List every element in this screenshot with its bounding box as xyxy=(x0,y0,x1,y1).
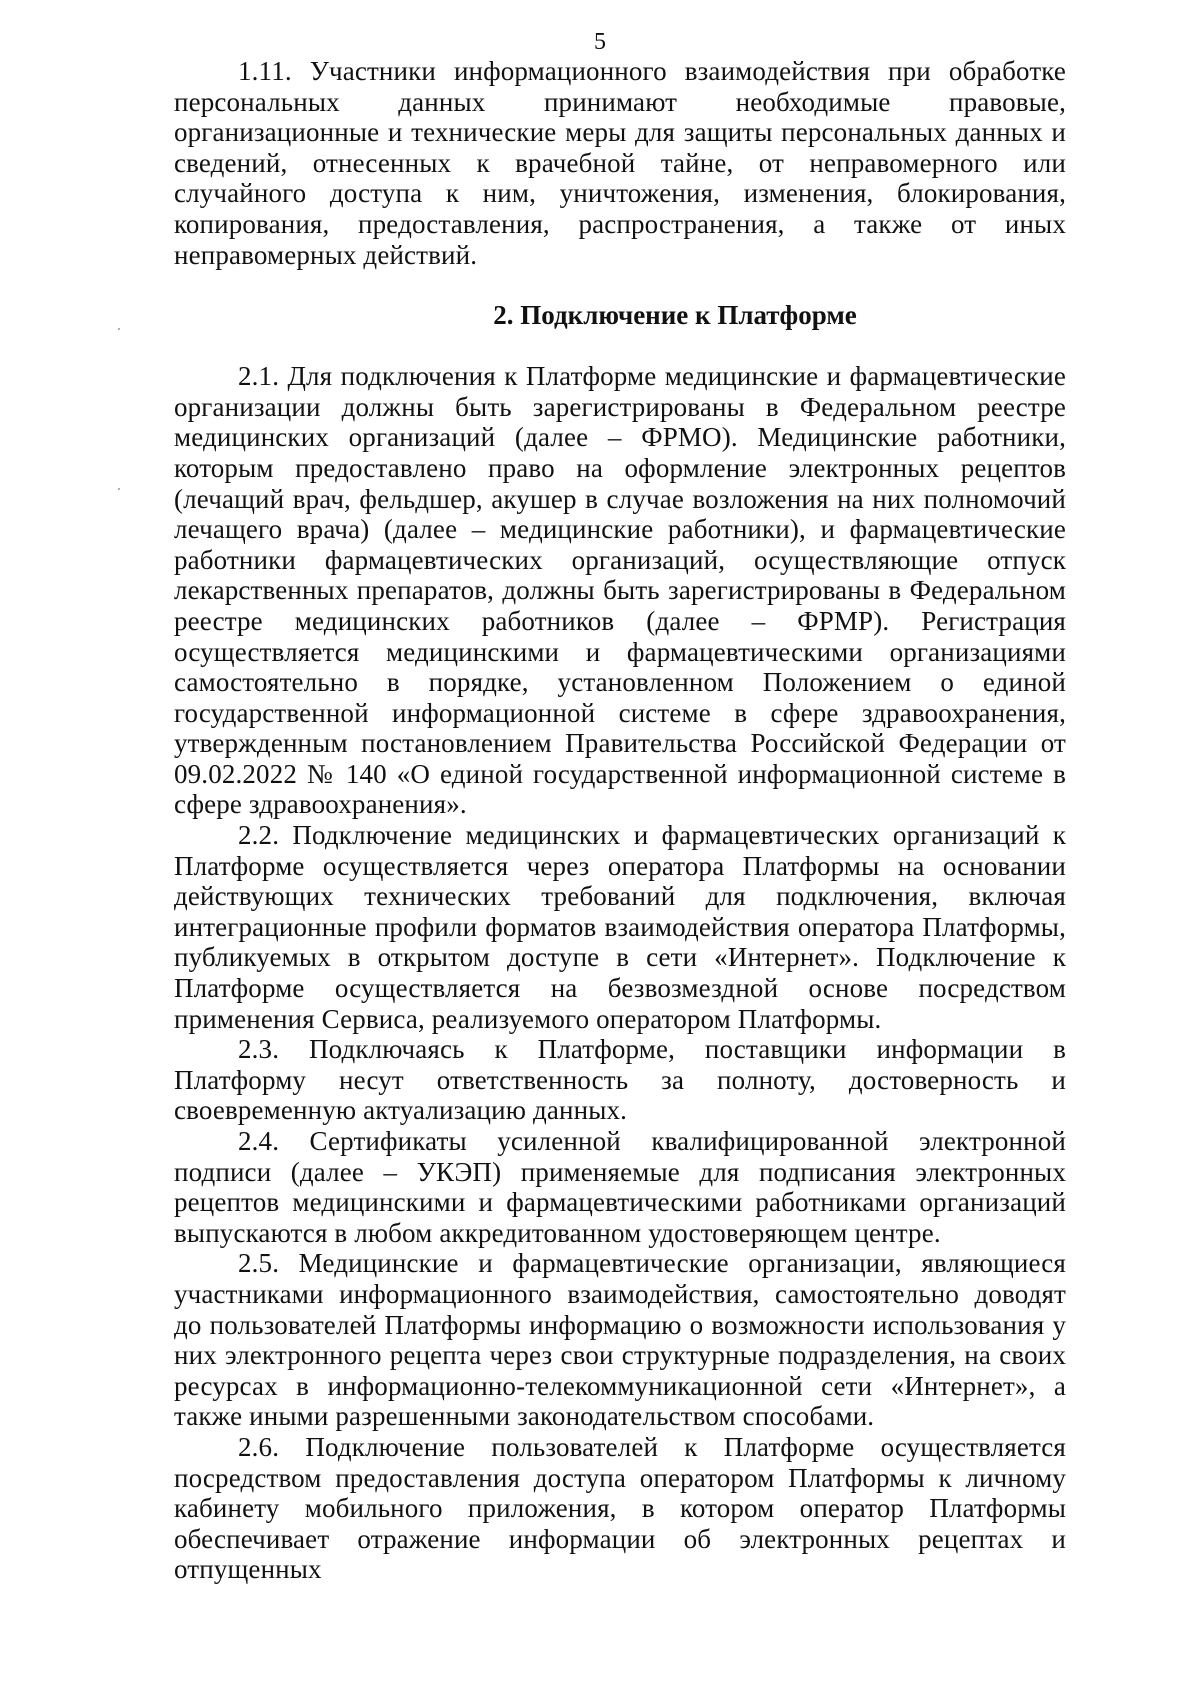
paragraph-2-3: 2.3. Подключаясь к Платформе, поставщики информации в Платформу несут ответственность за полноту, достоверность и своевременную актуализацию данных. xyxy=(174,1034,1066,1126)
paragraph-2-6: 2.6. Подключение пользователей к Платформе осуществляется посредством предоставления доступа оператором Платформы к личному кабинету мобильного приложения, в котором оператор Платформы обеспечивает отражение информации об электронных рецептах и отпущенных xyxy=(174,1431,1066,1585)
paragraph-2-2: 2.2. Подключение медицинских и фармацевтических организаций к Платформе осуществляется через оператора Платформы на основании действующих технических требований для подключения, включая интеграционные профили форматов взаимодействия оператора Платформы, публикуемых в открытом доступе в сети «Интернет». Подключение к Платформе осуществляется на безвозмездной основе посредством применения Сервиса, реализуемого оператором Платформы. xyxy=(174,820,1066,1034)
document-body xyxy=(174,56,1066,1585)
paragraph-1-11: 1.11. Участники информационного взаимодействия при обработке персональных данных принимают необходимые правовые, организационные и технические меры для защиты персональных данных и сведений, отнесенных к врачебной тайне, от неправомерного или случайного доступа к ним, уничтожения, изменения, блокирования, копирования, предоставления, распространения, а также от иных неправомерных действий. xyxy=(174,56,1066,270)
scan-artifact xyxy=(118,328,120,330)
paragraph-2-5: 2.5. Медицинские и фармацевтические организации, являющиеся участниками информационного взаимодействия, самостоятельно доводят до пользователей Платформы информацию о возможности использования у них электронного рецепта через свои структурные подразделения, на своих ресурсах в информационно-телекоммуникационной сети «Интернет», а также иными разрешенными законодательством способами. xyxy=(174,1248,1066,1432)
section-heading: 2. Подключение к Платформе xyxy=(493,300,857,331)
paragraph-2-1: 2.1. Для подключения к Платформе медицинские и фармацевтические организации должны быть зарегистрированы в Федеральном реестре медицинских организаций (далее – ФРМО). Медицинские работники, которым предоставлено право на оформление электронных рецептов (лечащий врач, фельдшер, акушер в случае возложения на них полномочий лечащего врача) (далее – медицинские работники), и фармацевтические работники фармацевтических организаций, осуществляющие отпуск лекарственных препаратов, должны быть зарегистрированы в Федеральном реестре медицинских работников (далее – ФРМР). Регистрация осуществляется медицинскими и фармацевтическими организациями самостоятельно в порядке, установленном Положением о единой государственной информационной системе в сфере здравоохранения, утвержденным постановлением Правительства Российской Федерации от 09.02.2022 № 140 «О единой государственной информационной системе в сфере здравоохранения». xyxy=(174,361,1066,820)
page-number: 5 xyxy=(594,29,606,55)
paragraph-2-4: 2.4. Сертификаты усиленной квалифицированной электронной подписи (далее – УКЭП) применяемые для подписания электронных рецептов медицинскими и фармацевтическими работниками организаций выпускаются в любом аккредитованном удостоверяющем центре. xyxy=(174,1126,1066,1248)
scan-artifact xyxy=(118,488,120,490)
